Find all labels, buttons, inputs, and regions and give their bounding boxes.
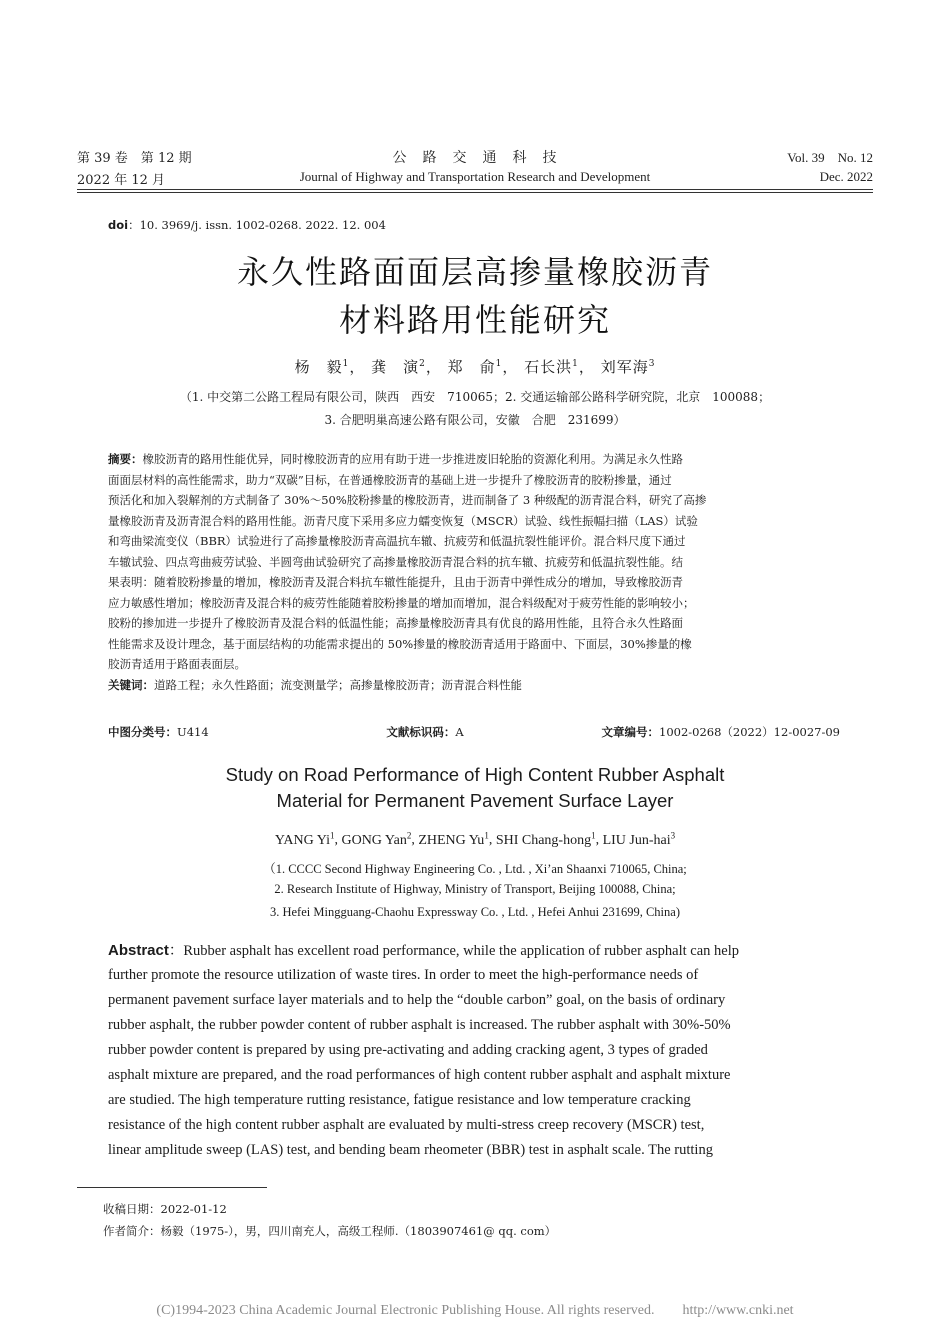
copyright-watermark: (C)1994-2023 China Academic Journal Electronic Publishing House. All rights reserved. http://www.cnki.net bbox=[156, 1303, 794, 1318]
title-en-line-2: Material for Permanent Pavement Surface Layer bbox=[276, 790, 674, 811]
author-en: YANG Yi$^1$ bbox=[274, 830, 335, 848]
affiliation-en-line-2: 2. Research Institute of Highway, Ministry of Transport, Beijing 100088, China; bbox=[274, 882, 676, 896]
title-en-line-1: Study on Road Performance of High Content Rubber Asphalt bbox=[225, 764, 725, 785]
abstract-en-line: rubber asphalt, the rubber powder content of rubber asphalt is increased. The rubber asphalt with 30%-50% bbox=[108, 1017, 731, 1033]
abstract-cn-line: 果表明：随着胶粉掺量的增加，橡胶沥青及混合料抗车辙性能提升，且由于沥青中弹性成分的增加，导致橡胶沥青 bbox=[108, 575, 683, 589]
abstract-en-line: further promote the resource utilization of waste tires. In order to meet the high-performance needs of bbox=[108, 967, 699, 983]
footnote-author-intro: 作者简介：杨毅（1975-），男，四川南充人，高级工程师.（1803907461@ qq. com） bbox=[103, 1224, 557, 1238]
abstract-en-line: asphalt mixture are prepared, and the road performances of high content rubber asphalt and asphalt mixture bbox=[108, 1067, 731, 1083]
header-rule-top bbox=[77, 189, 873, 190]
abstract-cn-line: 应力敏感性增加；橡胶沥青及混合料的疲劳性能随着胶粉掺量的增加而增加，混合料级配对于疲劳性能的影响较小； bbox=[108, 595, 695, 610]
abstract-cn-label: 摘要： bbox=[108, 452, 143, 466]
author-cn: 石长洪$^1$ bbox=[524, 358, 579, 376]
abstract-cn-line: 胶粉的掺加进一步提升了橡胶沥青及混合料的低温性能；高掺量橡胶沥青具有优良的路用性能，且符合永久性路面 bbox=[108, 616, 683, 630]
author-cn: 龚 演$^2$ bbox=[371, 358, 426, 376]
footnote-rule bbox=[77, 1187, 267, 1188]
classification-row bbox=[108, 724, 840, 740]
clc-number: 中图分类号：U414 bbox=[108, 725, 209, 739]
footnote-received: 收稿日期：2022-01-12 bbox=[103, 1202, 227, 1216]
author-cn: 郑 俞$^1$ bbox=[447, 358, 503, 376]
abstract-en-line: permanent pavement surface layer materials and to help the “double carbon” goal, on the basis of ordinary bbox=[108, 992, 726, 1008]
header-date-en: Dec. 2022 bbox=[819, 169, 873, 184]
abstract-en-line: linear amplitude sweep (LAS) test, and bending beam rheometer (BBR) test in asphalt scale. The rutting bbox=[108, 1142, 713, 1158]
author-en: LIU Jun-hai$^3$ bbox=[602, 830, 676, 848]
abstract-cn-line: 量橡胶沥青及沥青混合料的路用性能。沥青尺度下采用多应力蠕变恢复（MSCR）试验、线性振幅扫描（LAS）试验 bbox=[108, 513, 698, 528]
header-journal-en: Journal of Highway and Transportation Research and Development bbox=[299, 169, 651, 184]
affiliation-en-line-1: （1. CCCC Second Highway Engineering Co. , Ltd. , Xi’an Shaanxi 710065, China; bbox=[263, 862, 687, 876]
keywords-cn-text: 道路工程；永久性路面；流变测量学；高掺量橡胶沥青；沥青混合料性能 bbox=[154, 677, 522, 692]
affiliation-en-line-3: 3. Hefei Mingguang-Chaohu Expressway Co. , Ltd. , Hefei Anhui 231699, China) bbox=[269, 905, 680, 919]
abstract-cn-line: 性能需求及设计理念，基于面层结构的功能需求提出的 50%掺量的橡胶沥青适用于路面中、下面层，30%掺量的橡 bbox=[108, 636, 692, 651]
keywords-cn-label: 关键词： bbox=[108, 677, 154, 692]
title-cn-line-2: 材料路用性能研究 bbox=[338, 301, 611, 339]
authors-en: YANG Yi$^1$, GONG Yan$^2$, ZHENG Yu$^1$, SHI Chang-hong$^1$, LIU Jun-hai$^3$ bbox=[274, 830, 676, 848]
author-cn: 杨 毅$^1$ bbox=[294, 358, 350, 376]
abstract-cn-line: 和弯曲梁流变仪（BBR）试验进行了高掺量橡胶沥青高温抗车辙、抗疲劳和低温抗裂性能评价。混合料尺度下通过 bbox=[108, 534, 686, 548]
header-volume-cn: 第 39 卷 第 12 期 bbox=[77, 151, 192, 166]
article-number: 文章编号：1002-0268（2022）12-0027-09 bbox=[601, 725, 840, 739]
affiliation-cn-line-2: 3. 合肥明巢高速公路有限公司，安徽 合肥 231699） bbox=[324, 413, 626, 427]
author-cn: 刘军海$^3$ bbox=[600, 358, 656, 376]
abstract-en-label: Abstract bbox=[108, 942, 169, 959]
author-en: GONG Yan$^2$ bbox=[341, 830, 412, 848]
abstract-cn bbox=[108, 449, 840, 695]
abstract-en-line: Abstract：Rubber asphalt has excellent road performance, while the application of rubber asphalt can help bbox=[108, 942, 739, 959]
title-cn-line-1: 永久性路面面层高掺量橡胶沥青 bbox=[236, 253, 713, 291]
abstract-en-line: rubber powder content is prepared by using pre-activating and adding cracking agent, 3 types of graded bbox=[108, 1042, 708, 1058]
document-code: 文献标识码：A bbox=[386, 725, 464, 739]
abstract-cn-line: 车辙试验、四点弯曲疲劳试验、半圆弯曲试验研究了高掺量橡胶沥青混合料的抗车辙、抗疲劳和低温抗裂性能。结 bbox=[108, 554, 683, 569]
doi-label: doi bbox=[108, 218, 129, 232]
author-en: ZHENG Yu$^1$ bbox=[418, 830, 489, 848]
abstract-cn-line: 面面层材料的高性能需求，助力“双碳”目标，在普通橡胶沥青的基础上进一步提升了橡胶沥青的胶粉掺量，通过 bbox=[108, 472, 672, 487]
header-volume-en: Vol. 39 No. 12 bbox=[787, 150, 873, 165]
keywords-cn bbox=[108, 675, 840, 696]
abstract-en bbox=[108, 938, 840, 1163]
header-rule-bottom bbox=[77, 192, 873, 193]
abstract-cn-line: 胶沥青适用于路面表面层。 bbox=[108, 657, 246, 671]
abstract-cn-line: 预活化和加入裂解剂的方式制备了 30%～50%胶粉掺量的橡胶沥青，进而制备了 3 种级配的沥青混合料，研究了高掺 bbox=[108, 493, 707, 507]
abstract-en-line: are studied. The high temperature rutting resistance, fatigue resistance and low temperature cracking bbox=[108, 1092, 691, 1108]
author-en: SHI Chang-hong$^1$ bbox=[495, 830, 596, 848]
doi bbox=[108, 217, 386, 233]
authors-cn: 杨 毅$^1$， 龚 演$^2$， 郑 俞$^1$， 石长洪$^1$， 刘军海$^3$ bbox=[294, 358, 656, 376]
doi-value: ：10. 3969/j. issn. 1002-0268. 2022. 12. 004 bbox=[128, 218, 386, 232]
abstract-cn-line: 摘要：橡胶沥青的路用性能优异，同时橡胶沥青的应用有助于进一步推进废旧轮胎的资源化利用。为满足永久性路 bbox=[108, 452, 683, 466]
affiliation-cn-line-1: （1. 中交第二公路工程局有限公司，陕西 西安 710065；2. 交通运输部公路科学研究院，北京 100088； bbox=[179, 390, 771, 404]
header-journal-cn: 公 路 交 通 科 技 bbox=[392, 150, 558, 166]
header-date-cn: 2022 年 12 月 bbox=[77, 173, 166, 188]
abstract-en-line: resistance of the high content rubber asphalt are evaluated by multi-stress creep recovery (MSCR) test, bbox=[108, 1117, 705, 1133]
